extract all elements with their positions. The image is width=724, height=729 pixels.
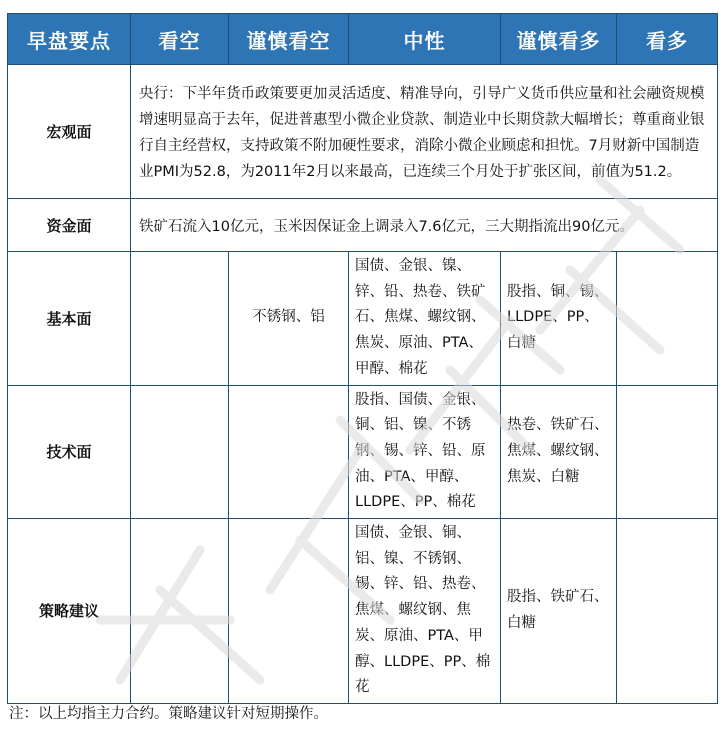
fundamental-bullish [617,252,718,386]
row-label-fundamental: 基本面 [8,252,131,386]
header-row [8,14,718,65]
strategy-cautious-bearish [229,519,349,704]
header-cautious-bullish: 谨慎看多 [501,14,617,65]
header-neutral: 中性 [349,14,501,65]
footnote: 注：以上均指主力合约。策略建议针对短期操作。 [9,706,328,722]
technical-bearish [131,385,229,519]
row-label-funds: 资金面 [8,199,131,252]
strategy-bullish [617,519,718,704]
strategy-bearish [131,519,229,704]
header-bearish: 看空 [131,14,229,65]
strategy-neutral: 国债、金银、铜、铝、镍、不锈钢、锡、锌、铅、热卷、焦煤、螺纹钢、焦炭、原油、PTA、甲醇、LLDPE、PP、棉花 [349,519,501,704]
row-funds [8,199,718,252]
funds-text: 铁矿石流入10亿元，玉米因保证金上调录入7.6亿元，三大期指流出90亿元。 [131,199,718,252]
morning-brief-table [7,13,718,704]
header-key-points: 早盘要点 [8,14,131,65]
header-cautious-bearish: 谨慎看空 [229,14,349,65]
row-label-strategy: 策略建议 [8,519,131,704]
row-strategy [8,519,718,704]
row-technical [8,385,718,519]
fundamental-neutral: 国债、金银、镍、锌、铅、热卷、铁矿石、焦煤、螺纹钢、焦炭、原油、PTA、甲醇、棉花 [349,252,501,386]
row-label-technical: 技术面 [8,385,131,519]
technical-cautious-bearish [229,385,349,519]
row-label-macro: 宏观面 [8,65,131,199]
fundamental-bearish [131,252,229,386]
technical-bullish [617,385,718,519]
fundamental-cautious-bearish: 不锈钢、铝 [229,252,349,386]
technical-neutral: 股指、国债、金银、铜、铝、镍、不锈钢、锡、锌、铅、原油、PTA、甲醇、LLDPE、PP、棉花 [349,385,501,519]
macro-text: 央行：下半年货币政策要更加灵活适度、精准导向，引导广义货币供应量和社会融资规模增速明显高于去年，促进普惠型小微企业贷款、制造业中长期贷款大幅增长；尊重商业银行自主经营权，支持政策不附加硬性要求，消除小微企业顾虑和担忧。7月财新中国制造业PMI为52.8，为2011年2月以来最高，已连续三个月处于扩张区间，前值为51.2。 [131,65,718,199]
strategy-cautious-bullish: 股指、铁矿石、白糖 [501,519,617,704]
header-bullish: 看多 [617,14,718,65]
fundamental-cautious-bullish: 股指、铜、锡、LLDPE、PP、白糖 [501,252,617,386]
row-fundamental [8,252,718,386]
row-macro [8,65,718,199]
technical-cautious-bullish: 热卷、铁矿石、焦煤、螺纹钢、焦炭、白糖 [501,385,617,519]
